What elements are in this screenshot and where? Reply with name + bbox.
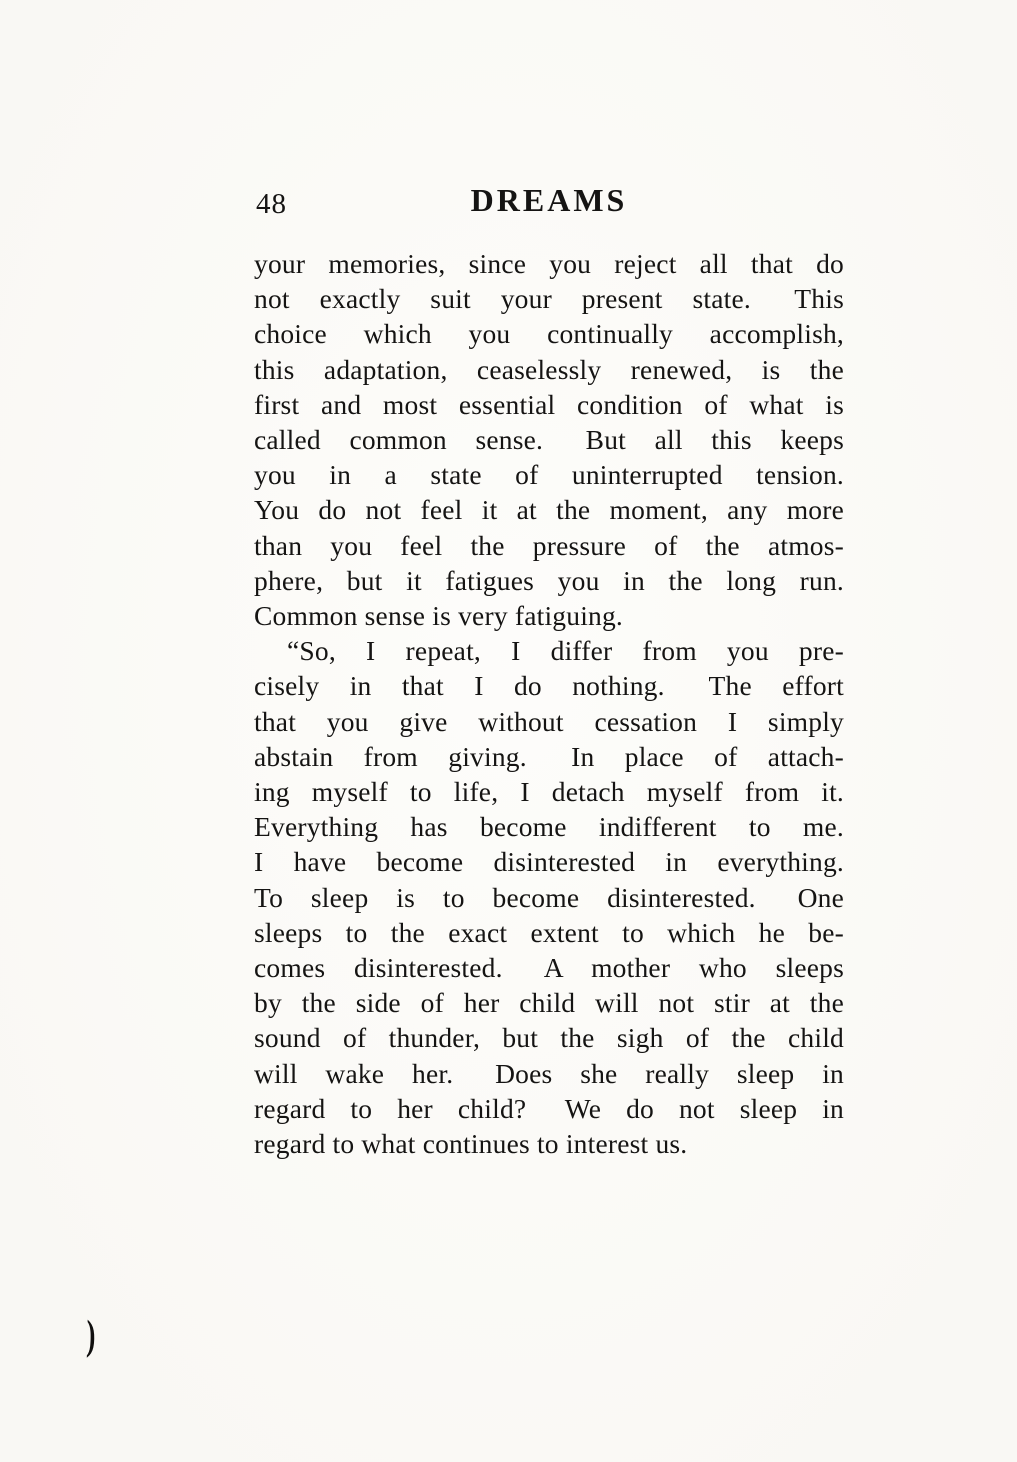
text-line: Everything has become indifferent to me. <box>254 811 844 843</box>
paragraph-2 <box>254 633 844 1161</box>
running-title: DREAMS <box>470 182 628 218</box>
text-line: I have become disinterested in everything. <box>254 846 844 878</box>
text-line: not exactly suit your present state. This <box>254 283 844 315</box>
text-line: sound of thunder, but the sigh of the child <box>254 1022 844 1054</box>
paragraph-1 <box>254 246 844 633</box>
text-line: regard to her child? We do not sleep in <box>254 1092 844 1124</box>
ink-mark-artifact: ) <box>85 1312 97 1360</box>
text-line: that you give without cessation I simply <box>254 705 844 737</box>
text-line: To sleep is to become disinterested. One <box>254 881 844 913</box>
text-line: your memories, since you reject all that do <box>254 248 844 279</box>
page-header <box>254 182 844 224</box>
text-line: called common sense. But all this keeps <box>254 424 844 456</box>
page-number: 48 <box>256 188 287 220</box>
text-line: ing myself to life, I detach myself from it. <box>254 776 844 808</box>
text-line: You do not feel it at the moment, any more <box>254 494 844 526</box>
text-line: cisely in that I do nothing. The effort <box>254 670 844 702</box>
text-line: regard to what continues to interest us. <box>254 1128 688 1160</box>
text-line: Common sense is very fatiguing. <box>254 600 624 632</box>
text-line: abstain from giving. In place of attach- <box>254 740 844 772</box>
text-line: “So, I repeat, I differ from you pre- <box>287 635 844 667</box>
text-line: choice which you continually accomplish, <box>254 318 844 350</box>
text-line: you in a state of uninterrupted tension. <box>254 459 844 491</box>
text-line: first and most essential condition of what is <box>254 388 844 420</box>
text-line: than you feel the pressure of the atmos- <box>254 529 844 561</box>
text-line: sleeps to the exact extent to which he be- <box>254 916 844 948</box>
text-line: will wake her. Does she really sleep in <box>254 1057 844 1089</box>
text-line: phere, but it fatigues you in the long run. <box>254 564 844 596</box>
text-line: comes disinterested. A mother who sleeps <box>254 952 844 984</box>
text-line: this adaptation, ceaselessly renewed, is the <box>254 353 844 385</box>
text-column <box>254 182 844 1161</box>
text-line: by the side of her child will not stir at the <box>254 987 844 1019</box>
